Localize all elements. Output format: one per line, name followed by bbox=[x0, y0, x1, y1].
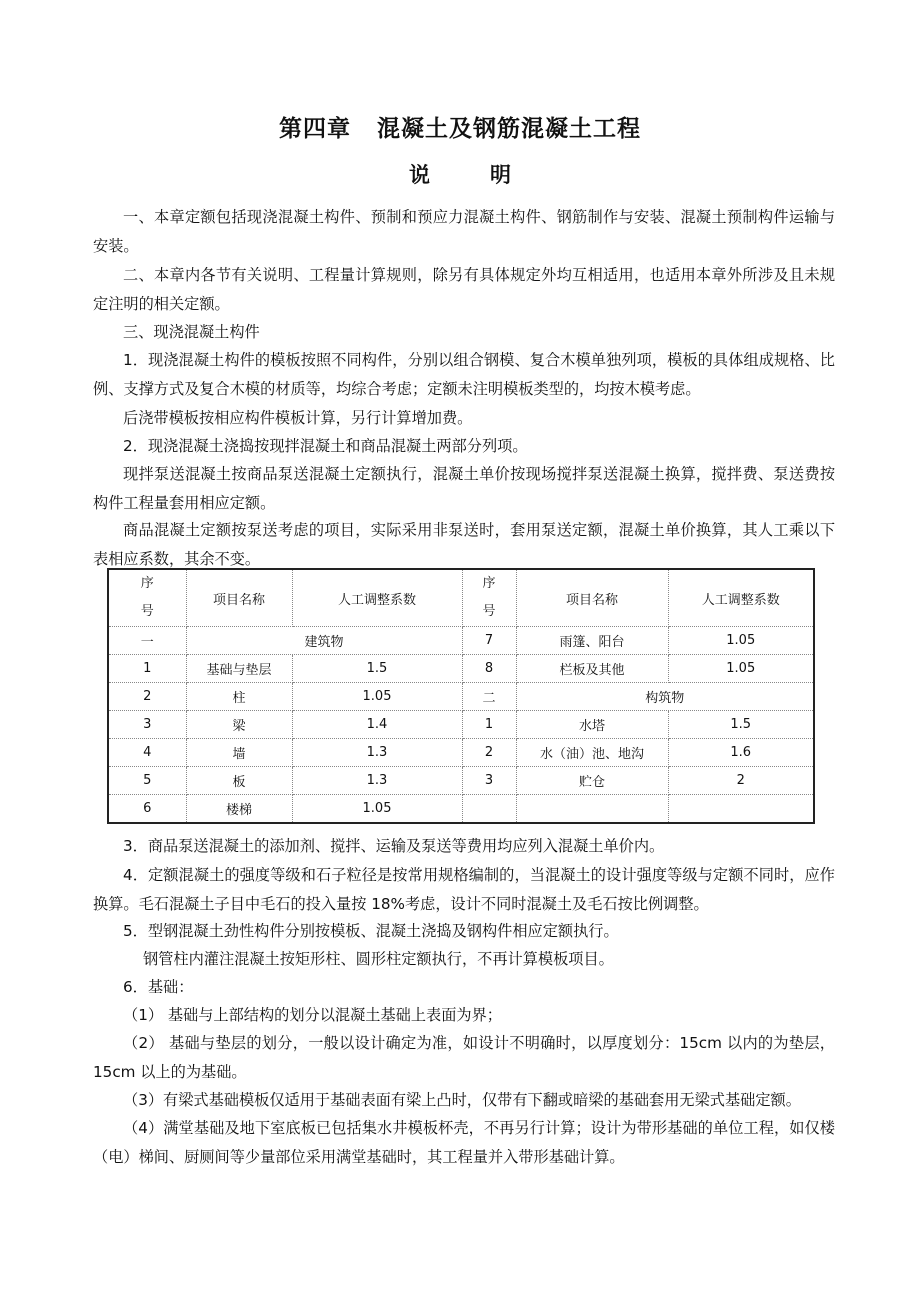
chapter-name: 混凝土及钢筋混凝土工程 bbox=[377, 116, 641, 142]
paragraph: （4）满堂基础及地下室底板已包括集水井模板杯壳，不再另行计算；设计为带形基础的单位工程，如仅楼 （电）梯间、厨厕间等少量部位采用满堂基础时，其工程量并入带形基础计算。 bbox=[93, 1119, 835, 1166]
table-row bbox=[108, 627, 814, 655]
cell-coef bbox=[668, 795, 814, 824]
cell-name bbox=[516, 795, 668, 824]
table-header-row bbox=[108, 569, 814, 627]
section-title bbox=[0, 159, 920, 189]
chapter-title bbox=[0, 110, 920, 143]
cell-seq: 5 bbox=[108, 767, 186, 795]
cell-name: 水塔 bbox=[516, 711, 668, 739]
cell-seq: 1 bbox=[462, 711, 516, 739]
section-title-char-1: 说 bbox=[409, 163, 430, 187]
cell-group: 建筑物 bbox=[186, 627, 462, 655]
cell-coef: 1.4 bbox=[292, 711, 462, 739]
cell-seq bbox=[462, 795, 516, 824]
cell-coef: 1.5 bbox=[668, 711, 814, 739]
cell-name: 板 bbox=[186, 767, 292, 795]
table-row bbox=[108, 795, 814, 824]
cell-seq: 7 bbox=[462, 627, 516, 655]
cell-coef: 1.3 bbox=[292, 739, 462, 767]
cell-seq: 4 bbox=[108, 739, 186, 767]
paragraph: （3）有梁式基础模板仅适用于基础表面有梁上凸时，仅带有下翻或暗梁的基础套用无梁式基础定额。 bbox=[123, 1091, 801, 1109]
table-row bbox=[108, 683, 814, 711]
paragraph: （2） 基础与垫层的划分，一般以设计确定为准，如设计不明确时，以厚度划分：15cm 以内的为垫层，15cm 以上的为基础。 bbox=[93, 1034, 835, 1081]
cell-group: 构筑物 bbox=[516, 683, 814, 711]
section-title-char-2: 明 bbox=[490, 163, 511, 187]
cell-coef: 1.5 bbox=[292, 655, 462, 683]
table-row bbox=[108, 767, 814, 795]
paragraph: 二、本章内各节有关说明、工程量计算规则，除另有具体规定外均互相适用，也适用本章外所涉及且未规定注明的相关定额。 bbox=[93, 266, 835, 313]
paragraph: 现拌泵送混凝土按商品泵送混凝土定额执行，混凝土单价按现场搅拌泵送混凝土换算，搅拌费、泵送费按构件工程量套用相应定额。 bbox=[93, 465, 835, 512]
header-coef: 人工调整系数 bbox=[668, 569, 814, 627]
cell-name: 栏板及其他 bbox=[516, 655, 668, 683]
cell-name: 基础与垫层 bbox=[186, 655, 292, 683]
cell-name: 墙 bbox=[186, 739, 292, 767]
cell-coef: 1.6 bbox=[668, 739, 814, 767]
paragraph: 2．现浇混凝土浇捣按现拌混凝土和商品混凝土两部分列项。 bbox=[123, 437, 528, 455]
paragraph: （1） 基础与上部结构的划分以混凝土基础上表面为界； bbox=[123, 1006, 502, 1024]
cell-name: 贮仓 bbox=[516, 767, 668, 795]
cell-seq: 3 bbox=[108, 711, 186, 739]
header-seq: 序 号 bbox=[462, 569, 516, 627]
cell-coef: 1.3 bbox=[292, 767, 462, 795]
paragraph: 三、现浇混凝土构件 bbox=[123, 323, 260, 341]
cell-name: 雨篷、阳台 bbox=[516, 627, 668, 655]
cell-name: 楼梯 bbox=[186, 795, 292, 824]
cell-coef: 1.05 bbox=[292, 795, 462, 824]
paragraph: 1．现浇混凝土构件的模板按照不同构件，分别以组合钢模、复合木模单独列项，模板的具体组成规格、比例、支撑方式及复合木模的材质等，均综合考虑；定额未注明模板类型的，均按木模考虑。 bbox=[93, 351, 835, 398]
cell-coef: 1.05 bbox=[668, 627, 814, 655]
chapter-number: 第四章 bbox=[279, 116, 351, 142]
paragraph: 商品混凝土定额按泵送考虑的项目，实际采用非泵送时，套用泵送定额，混凝土单价换算，其人工乘以下表相应系数，其余不变。 bbox=[93, 521, 835, 568]
cell-seq: 2 bbox=[108, 683, 186, 711]
cell-seq: 8 bbox=[462, 655, 516, 683]
paragraph: 后浇带模板按相应构件模板计算，另行计算增加费。 bbox=[123, 409, 473, 427]
cell-coef: 2 bbox=[668, 767, 814, 795]
header-name: 项目名称 bbox=[516, 569, 668, 627]
paragraph: 钢管柱内灌注混凝土按矩形柱、圆形柱定额执行，不再计算模板项目。 bbox=[143, 950, 614, 968]
table-row bbox=[108, 655, 814, 683]
labor-coefficient-table bbox=[107, 568, 815, 824]
cell-coef: 1.05 bbox=[292, 683, 462, 711]
header-coef: 人工调整系数 bbox=[292, 569, 462, 627]
cell-name: 梁 bbox=[186, 711, 292, 739]
header-seq: 序 号 bbox=[108, 569, 186, 627]
cell-name: 柱 bbox=[186, 683, 292, 711]
paragraph: 3．商品泵送混凝土的添加剂、搅拌、运输及泵送等费用均应列入混凝土单价内。 bbox=[123, 837, 665, 855]
paragraph: 6．基础： bbox=[123, 978, 194, 996]
cell-coef: 1.05 bbox=[668, 655, 814, 683]
cell-seq: 一 bbox=[108, 627, 186, 655]
cell-seq: 6 bbox=[108, 795, 186, 824]
cell-seq: 2 bbox=[462, 739, 516, 767]
paragraph: 5．型钢混凝土劲性构件分别按模板、混凝土浇捣及钢构件相应定额执行。 bbox=[123, 922, 619, 940]
header-name: 项目名称 bbox=[186, 569, 292, 627]
table-row bbox=[108, 711, 814, 739]
table-row bbox=[108, 739, 814, 767]
paragraph: 4．定额混凝土的强度等级和石子粒径是按常用规格编制的，当混凝土的设计强度等级与定额不同时，应作换算。毛石混凝土子目中毛石的投入量按 18%考虑，设计不同时混凝土及毛石按比例调整。 bbox=[93, 866, 835, 913]
paragraph: 一、本章定额包括现浇混凝土构件、预制和预应力混凝土构件、钢筋制作与安装、混凝土预制构件运输与安装。 bbox=[93, 208, 835, 255]
cell-name: 水（油）池、地沟 bbox=[516, 739, 668, 767]
cell-seq: 3 bbox=[462, 767, 516, 795]
cell-seq: 1 bbox=[108, 655, 186, 683]
cell-seq: 二 bbox=[462, 683, 516, 711]
